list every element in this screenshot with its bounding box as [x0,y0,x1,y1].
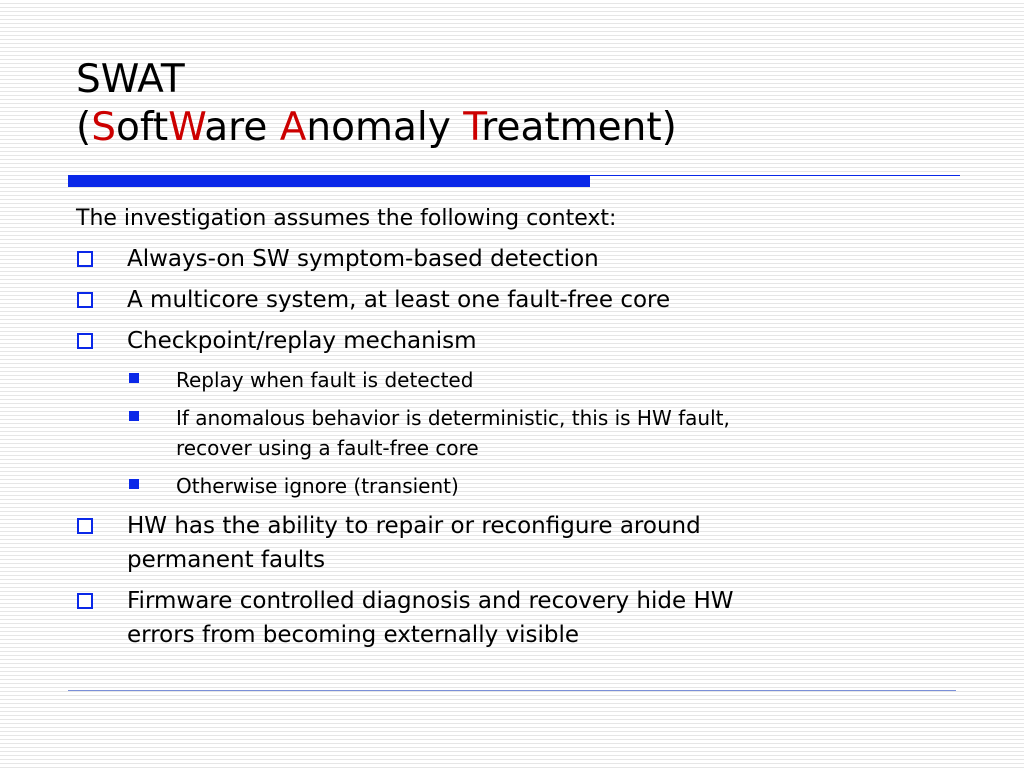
title-text: oft [115,105,169,150]
title-accent-letter: A [279,105,307,150]
intro-text: The investigation assumes the following context: [76,206,617,231]
title-accent-letter: S [91,105,116,150]
title-accent-letter: T [463,105,482,150]
bullet-text-line: Firmware controlled diagnosis and recovery hide HW [127,588,734,614]
slide-title [76,56,677,152]
title-divider-thin [590,175,960,176]
bullet-item [76,509,956,577]
bullet-item [76,283,956,317]
title-line-1: SWAT [76,57,185,102]
bullet-text: Always-on SW symptom-based detection [127,246,599,272]
sub-bullet-item [76,471,956,501]
bullet-item [76,584,956,652]
slide-body [76,204,956,659]
title-text: are [204,105,280,150]
sub-bullet-item [76,403,956,463]
bullet-text: A multicore system, at least one fault-free core [127,287,671,313]
hollow-square-bullet-icon [77,292,93,308]
filled-square-bullet-icon [129,479,139,489]
hollow-square-bullet-icon [77,593,93,609]
title-text: nomaly [306,105,464,150]
sub-bullet-text: Otherwise ignore (transient) [176,474,459,498]
bullet-item [76,242,956,276]
sub-bullet-text-line: If anomalous behavior is deterministic, this is HW fault, [176,406,730,430]
bullet-text: Checkpoint/replay mechanism [127,328,477,354]
hollow-square-bullet-icon [77,333,93,349]
title-accent-letter: W [168,105,205,150]
title-divider-thick [68,175,590,187]
filled-square-bullet-icon [129,373,139,383]
footer-divider [68,690,956,691]
bullet-text-line: permanent faults [127,547,326,573]
hollow-square-bullet-icon [77,251,93,267]
hollow-square-bullet-icon [77,518,93,534]
bullet-text-line: errors from becoming externally visible [127,622,580,648]
title-text: reatment) [481,105,677,150]
sub-bullet-item [76,365,956,395]
bullet-item [76,324,956,358]
bullet-text-line: HW has the ability to repair or reconfigure around [127,513,701,539]
sub-bullet-text-line: recover using a fault-free core [176,436,479,460]
sub-bullet-text: Replay when fault is detected [176,368,474,392]
filled-square-bullet-icon [129,411,139,421]
title-text: ( [76,105,92,150]
title-line-2 [76,104,677,152]
